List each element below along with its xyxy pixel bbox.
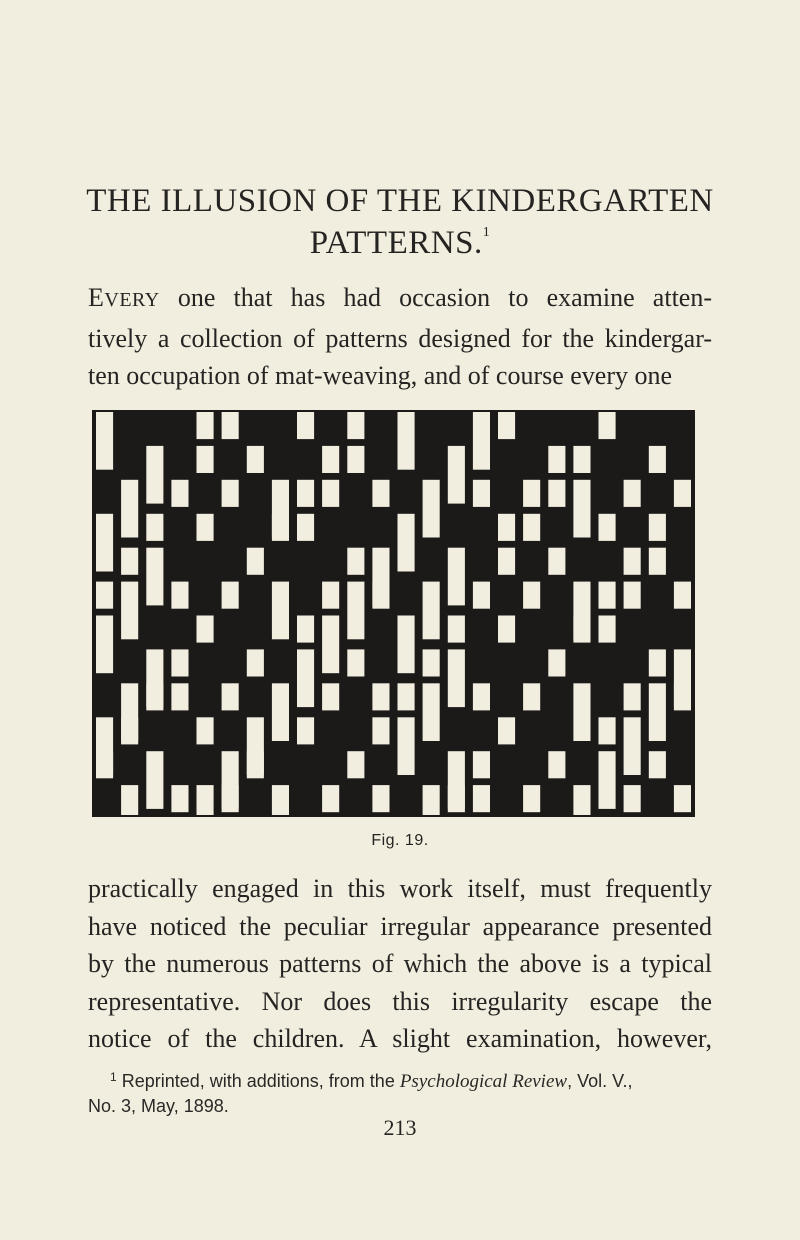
pattern-strip xyxy=(423,649,440,676)
pattern-strip xyxy=(624,582,641,609)
pattern-strip xyxy=(423,785,440,817)
pattern-strip xyxy=(247,751,264,778)
pattern-strip xyxy=(398,412,415,470)
pattern-strip xyxy=(197,514,214,541)
pattern-strip xyxy=(573,785,590,817)
title-line-2 xyxy=(60,222,740,264)
pattern-strip xyxy=(347,412,364,439)
pattern-strip xyxy=(523,785,540,812)
pattern-strip xyxy=(322,616,339,674)
pattern-strip xyxy=(272,683,289,741)
pattern-strip xyxy=(247,548,264,575)
footnote-number: 1 xyxy=(110,1070,117,1084)
pattern-strip xyxy=(372,717,389,744)
paragraph-continued-line-3: by the numerous patterns of which the above is a typical xyxy=(88,949,712,978)
pattern-strip xyxy=(473,582,490,609)
pattern-strip xyxy=(473,683,490,710)
figure-caption: Fig. 19. xyxy=(371,832,429,849)
pattern-strip xyxy=(372,582,389,609)
pattern-strip xyxy=(624,683,641,710)
pattern-strip xyxy=(548,649,565,676)
paragraph-intro xyxy=(88,279,712,395)
footnote-text-after: , Vol. V., xyxy=(567,1071,633,1091)
paragraph-continued-line-5: notice of the children. A slight examination, however, xyxy=(88,1024,712,1053)
pattern-strip xyxy=(197,785,214,817)
pattern-strip xyxy=(523,582,540,609)
pattern-strip xyxy=(649,514,666,541)
pattern-strip xyxy=(573,480,590,538)
pattern-strip xyxy=(498,548,515,575)
pattern-strip xyxy=(548,480,565,507)
paragraph-continued-line-4: representative. Nor does this irregularity escape the xyxy=(88,986,712,1016)
pattern-strip xyxy=(222,412,239,439)
pattern-strip xyxy=(674,582,691,609)
paragraph-intro-line-1 xyxy=(88,279,712,320)
pattern-strip xyxy=(498,616,515,643)
pattern-strip xyxy=(146,446,163,504)
pattern-strip xyxy=(121,717,138,744)
pattern-strip xyxy=(599,582,616,609)
pattern-strip xyxy=(322,582,339,609)
pattern-strip xyxy=(573,616,590,643)
small-caps-initial: E xyxy=(88,283,105,312)
pattern-strip xyxy=(398,616,415,674)
pattern-strip xyxy=(96,412,113,470)
pattern-strip xyxy=(649,751,666,778)
pattern-strip xyxy=(473,480,490,507)
paragraph-intro-line-2: tively a collection of patterns designed for the kindergar- xyxy=(88,323,712,353)
pattern-strip xyxy=(473,785,490,812)
paragraph-intro-line-3: ten occupation of mat-weaving, and of course every one xyxy=(88,361,673,390)
pattern-strip xyxy=(624,548,641,575)
pattern-strip xyxy=(197,717,214,744)
pattern-strip xyxy=(347,649,364,676)
small-caps-word xyxy=(88,283,160,312)
pattern-strip xyxy=(624,717,641,775)
pattern-strip xyxy=(448,785,465,812)
pattern-strip xyxy=(171,480,188,507)
pattern-strip xyxy=(599,751,616,809)
pattern-strip xyxy=(171,582,188,609)
title-line-2-text: PATTERNS. xyxy=(309,225,483,261)
pattern-strip xyxy=(121,582,138,640)
pattern-strip xyxy=(548,548,565,575)
pattern-strip xyxy=(272,785,289,817)
page-title xyxy=(60,180,740,264)
pattern-strip xyxy=(372,785,389,812)
pattern-strip xyxy=(649,548,666,575)
pattern-strip xyxy=(448,446,465,504)
pattern-strip xyxy=(96,582,113,609)
pattern-strip xyxy=(448,548,465,606)
pattern-strip xyxy=(347,751,364,778)
pattern-strip xyxy=(297,514,314,541)
pattern-strip xyxy=(222,582,239,609)
pattern-strip xyxy=(222,785,239,812)
pattern-strip xyxy=(222,480,239,507)
pattern-strip xyxy=(548,751,565,778)
pattern-strip xyxy=(322,785,339,812)
pattern-strip xyxy=(674,785,691,812)
pattern-strip xyxy=(121,785,138,817)
pattern-strip xyxy=(146,548,163,606)
pattern-strip xyxy=(146,751,163,809)
pattern-strip xyxy=(322,683,339,710)
pattern-strip xyxy=(222,683,239,710)
paragraph-intro-line-1-text: one that has had occasion to examine atten- xyxy=(159,283,712,312)
pattern-strip xyxy=(649,683,666,741)
pattern-strip xyxy=(674,683,691,710)
pattern-strip xyxy=(599,717,616,744)
pattern-strip xyxy=(649,649,666,676)
pattern-strip xyxy=(498,412,515,439)
pattern-strip xyxy=(398,717,415,775)
pattern-strip xyxy=(197,616,214,643)
footnote-text-before: Reprinted, with additions, from the xyxy=(116,1071,400,1091)
title-footnote-ref[interactable]: 1 xyxy=(482,225,491,240)
pattern-strip xyxy=(146,514,163,541)
pattern-strip xyxy=(297,480,314,507)
pattern-strip xyxy=(523,514,540,541)
pattern-strip xyxy=(96,751,113,778)
pattern-strip xyxy=(96,514,113,572)
pattern-strip xyxy=(372,683,389,710)
pattern-strip xyxy=(347,548,364,575)
pattern-strip xyxy=(297,616,314,643)
pattern-strip xyxy=(573,683,590,741)
pattern-strip xyxy=(448,616,465,643)
pattern-strip xyxy=(599,412,616,439)
pattern-strip xyxy=(523,683,540,710)
pattern-strip xyxy=(171,785,188,812)
pattern-strip xyxy=(473,751,490,778)
paragraph-continued-line-2: have noticed the peculiar irregular appearance presented xyxy=(88,911,712,941)
pattern-strip xyxy=(423,480,440,538)
pattern-strip xyxy=(146,683,163,710)
pattern-strip xyxy=(171,649,188,676)
pattern-strip xyxy=(573,446,590,473)
weaving-pattern-svg xyxy=(92,410,695,817)
pattern-strip xyxy=(121,480,138,538)
pattern-strip xyxy=(423,582,440,640)
pattern-strip xyxy=(548,446,565,473)
small-caps-rest: VERY xyxy=(104,289,160,311)
pattern-strip xyxy=(121,548,138,575)
pattern-strip xyxy=(372,480,389,507)
pattern-strip xyxy=(599,514,616,541)
footnote xyxy=(88,1065,720,1118)
pattern-strip xyxy=(523,480,540,507)
pattern-strip xyxy=(297,412,314,439)
pattern-strip xyxy=(398,683,415,710)
paragraph-continued-line-1: practically engaged in this work itself, must frequently xyxy=(88,874,712,903)
pattern-strip xyxy=(171,683,188,710)
pattern-strip xyxy=(347,582,364,640)
pattern-strip xyxy=(96,616,113,674)
pattern-strip xyxy=(247,446,264,473)
footnote-line-2: No. 3, May, 1898. xyxy=(88,1096,229,1116)
pattern-strip xyxy=(272,514,289,541)
page-number: 213 xyxy=(383,1115,417,1140)
pattern-strip xyxy=(272,582,289,640)
footnote-journal-title: Psychological Review xyxy=(399,1071,568,1092)
pattern-strip xyxy=(448,649,465,707)
pattern-strip xyxy=(322,446,339,473)
pattern-strip xyxy=(624,480,641,507)
pattern-strip xyxy=(649,446,666,473)
pattern-strip xyxy=(498,717,515,744)
pattern-strip xyxy=(197,446,214,473)
title-line-1: THE ILLUSION OF THE KINDERGARTEN xyxy=(86,183,714,219)
pattern-strip xyxy=(423,683,440,741)
pattern-strip xyxy=(498,514,515,541)
paragraph-continued xyxy=(88,870,712,1058)
pattern-strip xyxy=(322,480,339,507)
pattern-strip xyxy=(674,480,691,507)
pattern-strip xyxy=(247,649,264,676)
pattern-strip xyxy=(599,616,616,643)
pattern-strip xyxy=(297,717,314,744)
pattern-strip xyxy=(624,785,641,812)
pattern-strip xyxy=(473,412,490,470)
pattern-strip xyxy=(398,514,415,572)
pattern-strip xyxy=(297,649,314,707)
pattern-strip xyxy=(197,412,214,439)
pattern-strip xyxy=(347,446,364,473)
weaving-pattern-figure xyxy=(92,410,695,817)
